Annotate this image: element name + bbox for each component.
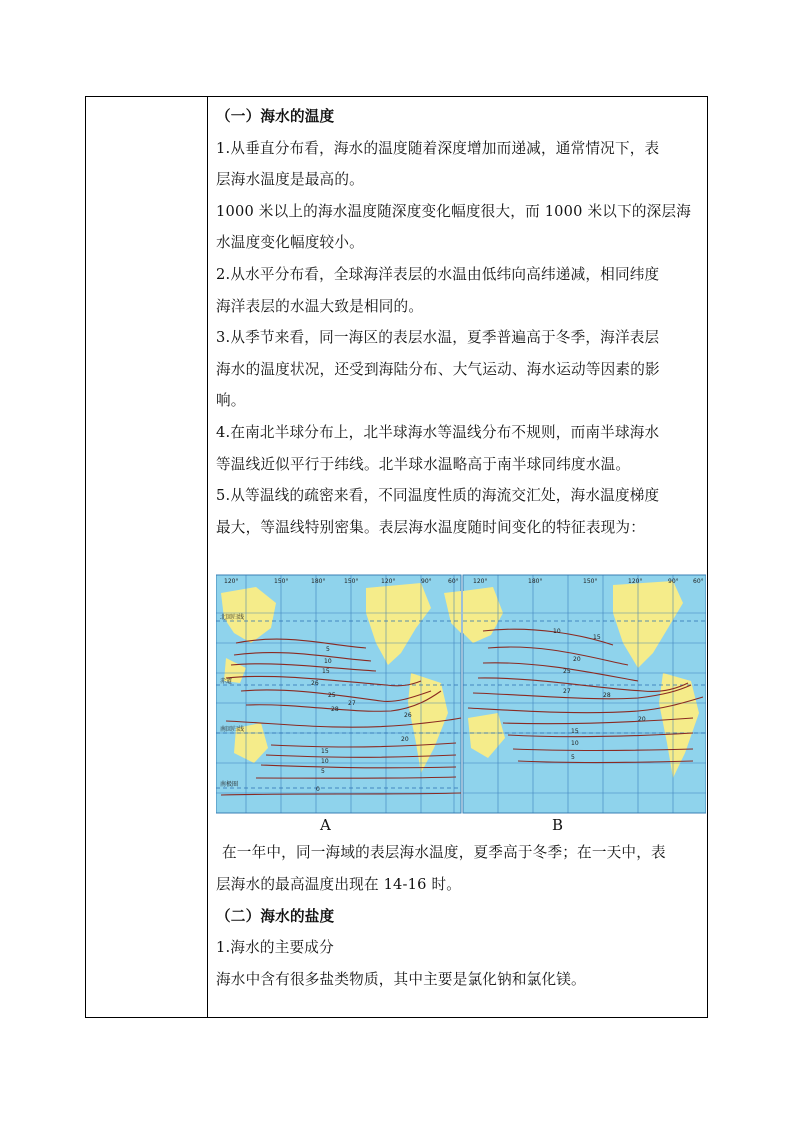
paragraph-line: 海水中含有很多盐类物质，其中主要是氯化钠和氯化镁。 xyxy=(216,970,586,988)
blank-spacer xyxy=(216,543,701,573)
content-table xyxy=(85,96,708,1018)
svg-text:27: 27 xyxy=(348,700,356,708)
svg-text:150°: 150° xyxy=(344,578,359,586)
svg-text:90°: 90° xyxy=(421,578,432,586)
svg-text:180°: 180° xyxy=(311,578,326,586)
paragraph-line: 1000 米以上的海水温度随深度变化幅度很大，而 1000 米以下的深层海 xyxy=(216,202,692,220)
paragraph-line: 1.海水的主要成分 xyxy=(216,939,334,957)
svg-text:北回归线: 北回归线 xyxy=(220,614,245,622)
svg-text:120°: 120° xyxy=(381,578,396,586)
svg-text:60°: 60° xyxy=(448,578,459,586)
paragraph-line: 最大，等温线特别密集。表层海水温度随时间变化的特征表现为： xyxy=(216,518,646,536)
paragraph-line: 1.从垂直分布看，海水的温度随着深度增加而递减，通常情况下，表 xyxy=(216,139,660,157)
paragraph-line: 层海水温度是最高的。 xyxy=(216,171,364,189)
section-heading-temperature: （一）海水的温度 xyxy=(216,108,335,125)
svg-text:28: 28 xyxy=(331,706,339,714)
svg-text:120°: 120° xyxy=(224,578,239,586)
paragraph-line: 4.在南北半球分布上，北半球海水等温线分布不规则，而南半球海水 xyxy=(216,423,660,441)
svg-text:28: 28 xyxy=(603,692,611,700)
paragraph-line: 等温线近似平行于纬线。北半球水温略高于南半球同纬度水温。 xyxy=(216,455,631,473)
svg-text:27: 27 xyxy=(563,688,571,696)
svg-text:180°: 180° xyxy=(528,578,543,586)
section-heading-salinity: （二）海水的盐度 xyxy=(216,907,335,925)
right-column xyxy=(208,97,707,1017)
svg-text:南极圈: 南极圈 xyxy=(220,781,239,789)
svg-text:10: 10 xyxy=(324,658,332,666)
svg-text:60°: 60° xyxy=(693,578,704,586)
svg-text:0: 0 xyxy=(316,786,320,794)
svg-text:10: 10 xyxy=(553,628,561,636)
map-a xyxy=(216,575,461,813)
svg-text:赤道: 赤道 xyxy=(220,678,233,686)
svg-text:150°: 150° xyxy=(274,578,289,586)
svg-text:26: 26 xyxy=(311,680,319,688)
paragraph-line: 2.从水平分布看，全球海洋表层的水温由低纬向高纬递减，相同纬度 xyxy=(216,265,660,283)
svg-text:南回归线: 南回归线 xyxy=(220,726,245,734)
paragraph-line: 响。 xyxy=(216,392,246,410)
svg-text:20: 20 xyxy=(638,716,646,724)
svg-text:15: 15 xyxy=(571,728,579,736)
svg-text:120°: 120° xyxy=(473,578,488,586)
paragraph-line: 3.从季节来看，同一海区的表层水温，夏季普遍高于冬季，海洋表层 xyxy=(216,329,660,347)
svg-text:26: 26 xyxy=(404,712,412,720)
paragraph-line: 层海水的最高温度出现在 14-16 时。 xyxy=(216,875,462,893)
isotherm-map-figure xyxy=(216,573,706,835)
svg-text:5: 5 xyxy=(321,768,325,776)
paragraph-line: 海洋表层的水温大致是相同的。 xyxy=(216,297,424,315)
svg-text:15: 15 xyxy=(593,634,601,642)
svg-text:5: 5 xyxy=(326,646,330,654)
paragraph-line: 5.从等温线的疏密来看，不同温度性质的海流交汇处，海水温度梯度 xyxy=(216,487,660,505)
svg-text:25: 25 xyxy=(563,668,571,676)
figure-label-b: B xyxy=(552,816,564,835)
paragraph-line: 在一年中，同一海域的表层海水温度，夏季高于冬季；在一天中，表 xyxy=(222,844,666,862)
isotherm-maps xyxy=(216,573,706,818)
svg-text:10: 10 xyxy=(571,740,579,748)
figure-label-a: A xyxy=(320,816,331,835)
svg-text:120°: 120° xyxy=(628,578,643,586)
svg-text:20: 20 xyxy=(573,656,581,664)
svg-text:90°: 90° xyxy=(668,578,679,586)
map-b xyxy=(463,575,706,813)
paragraph-line: 海水的温度状况，还受到海陆分布、大气运动、海水运动等因素的影 xyxy=(216,360,660,378)
svg-text:25: 25 xyxy=(328,692,336,700)
svg-text:5: 5 xyxy=(571,754,575,762)
paragraph-line: 水温度变化幅度较小。 xyxy=(216,234,364,252)
svg-text:15: 15 xyxy=(321,748,329,756)
left-column xyxy=(86,97,208,1017)
svg-text:10: 10 xyxy=(321,758,329,766)
svg-text:15: 15 xyxy=(322,668,330,676)
svg-text:20: 20 xyxy=(401,736,409,744)
svg-text:150°: 150° xyxy=(583,578,598,586)
